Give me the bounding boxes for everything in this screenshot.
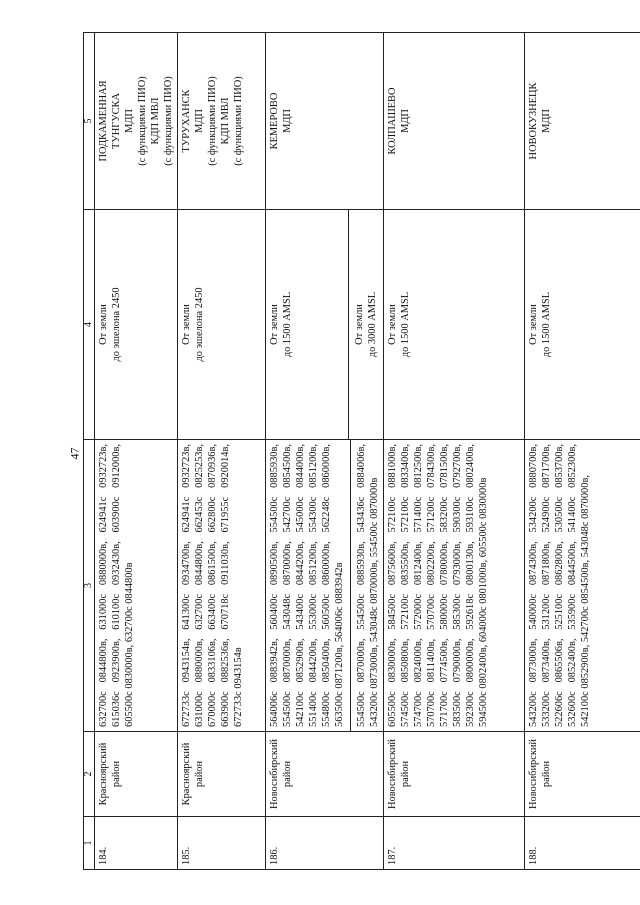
table-row (525, 33, 640, 870)
atc-unit-line: (с функциями ПИО) (207, 76, 218, 166)
header-cell-1: 1 (84, 817, 95, 870)
district-cell: Красноярский район (95, 732, 178, 817)
header-row (84, 33, 95, 870)
altitude-limits-cell (384, 210, 525, 440)
district-cell: Новосибирский район (266, 732, 384, 817)
row-number-cell: 188. (525, 817, 640, 870)
district-cell: Красноярский район (178, 732, 266, 817)
altitude-line: до эшелона 2450 (111, 287, 122, 362)
row-number-cell: 184. (95, 817, 178, 870)
atc-unit-cell (266, 33, 384, 210)
atc-unit-line: КЕМЕРОВО (269, 92, 280, 150)
atc-unit-line: ТУРУХАНСК (181, 89, 192, 153)
atc-unit-cell (95, 33, 178, 210)
altitude-limits-cell (525, 210, 640, 440)
coordinates-cell (178, 440, 266, 732)
coordinates-cell (95, 440, 178, 732)
atc-unit-line: ТУНГУСКА (111, 93, 122, 149)
atc-unit-line: (с функциями ПИО) (233, 76, 244, 166)
altitude-limits-cell (178, 210, 266, 440)
header-cell-3: 3 (84, 440, 95, 732)
row-number-cell: 187. (384, 817, 525, 870)
header-cell-4: 4 (84, 210, 95, 440)
altitude-limit (348, 210, 379, 439)
atc-unit-line: (с функциями ПИО) (163, 76, 174, 166)
table-row (384, 33, 525, 870)
table-rotator (83, 33, 640, 870)
altitude-line: От земли (528, 304, 539, 345)
atc-unit-line: (с функциями ПИО) (137, 76, 148, 166)
coordinate-list: 605500с 0830000в, 584500с 0875600в, 572100с 0881000в, 574500с 0850800в, 572100с 0835500в, 572100с 0833400в, 574700с 0824000в, 572000с 0812400в, 571400с 0812500в, 570700с 0811400в, 570700с 0802200в, 571200с 0784300в, 571700с 0774500в, 580000с 0780000в, 583200с 0781500в, 583500с 0790000в, 585300с 0793000в, 590300с 0792700в, 592300с 0800000в, 592618с 0800130в, 593100с 0802400в, 594500с 0802400в, 604000с 0801000в, 605500с 0830000в (387, 444, 489, 727)
page-number: 47 (67, 447, 82, 460)
atc-unit-line: МДП (282, 109, 293, 133)
atc-unit-cell (178, 33, 266, 210)
header-cell-2: 2 (84, 732, 95, 817)
altitude-line: до 3000 AMSL (367, 291, 378, 358)
altitude-line: От земли (269, 304, 280, 345)
coordinate-list: 554500с 0870000в, 554500с 0885930в, 543436с 0884006в, 543200с 0873000в, 543048с 0870000в, 554500с 0870000в (350, 440, 381, 731)
header-cell-5: 5 (84, 33, 95, 210)
altitude-line: От земли (181, 304, 192, 345)
coordinate-list: 543200с 0873000в, 540000с 0874300в, 534200с 0880700в, 533200с 0873400в, 531200с 0871800в, 524900с 0871700в, 522606с 0865506в, 525100с 0862800в, 530500с 0853700в, 532600с 0852400в, 535900с 0844500в, 541400с 0852300в, 542100с 0852900в, 542700с 0854500в, 543048с 0870000в, (528, 444, 591, 727)
altitude-limits-cell (266, 210, 384, 440)
coordinates-cell (266, 440, 384, 732)
atc-unit-line: МДП (194, 109, 205, 133)
coordinate-list: 632700с 0844800в, 631000с 0880000в, 624941с 0932723в, 615036с 0923900в, 610100с 0932430в, 603900с 0912000в, 605500с 0830000в, 632700с 0844800в (98, 444, 135, 727)
atc-unit-line: МДП (400, 109, 411, 133)
coordinate-list: 672733с 0943154в, 641300с 0934700в, 624941с 0932723в, 631000с 0880000в, 632700с 0844800в, 662453с 0825253в, 670000с 0833106в, 663400с 0861500в, 662800с 0870936в, 663900с 0882536в, 670718с 0911030в, 671955с 0920014в, 672733с 0943154в (181, 444, 244, 727)
coordinate-list: 564006с 0883942в, 560400с 0890500в, 554500с 0885930в, 554500с 0870000в, 543048с 0870000в, 542700с 0854500в, 542100с 0852900в, 543400с 0844200в, 545000с 0844000в, 551400с 0844200в, 553000с 0851200в, 554300с 0851200в, 554800с 0850400в, 560500с 0860000в, 562248с 0860000в, 563500с 0871200в, 564006с 0883942в (269, 444, 345, 727)
atc-unit-line: КДП МВЛ (220, 97, 231, 145)
airspace-table (83, 32, 640, 870)
rotated-page (83, 33, 640, 870)
altitude-limits-cell (95, 210, 178, 440)
coordinates-cell (384, 440, 525, 732)
district-cell: Новосибирский район (525, 732, 640, 817)
atc-unit-line: МДП (124, 109, 135, 133)
table-row (266, 33, 384, 870)
atc-unit-line: ПОДКАМЕННАЯ (98, 80, 109, 162)
atc-unit-line: КОЛПАШЕВО (387, 87, 398, 155)
atc-unit-line: КДП МВЛ (150, 97, 161, 145)
table-row (178, 33, 266, 870)
atc-unit-line: НОВОКУЗНЕЦК (528, 82, 539, 160)
altitude-line: до 1500 AMSL (282, 291, 293, 358)
altitude-limit (386, 214, 412, 435)
coordinates-cell (525, 440, 640, 732)
altitude-line: От земли (354, 304, 365, 345)
altitude-line: От земли (98, 304, 109, 345)
atc-unit-cell (384, 33, 525, 210)
altitude-line: до 1500 AMSL (541, 291, 552, 358)
altitude-limit (527, 214, 553, 435)
altitude-line: до 1500 AMSL (400, 291, 411, 358)
atc-unit-line: МДП (541, 109, 552, 133)
altitude-limit (268, 214, 294, 435)
row-number-cell: 186. (266, 817, 384, 870)
district-cell: Новосибирский район (384, 732, 525, 817)
atc-unit-cell (525, 33, 640, 210)
altitude-limit (180, 214, 206, 435)
table-row (95, 33, 178, 870)
altitude-line: до эшелона 2450 (194, 287, 205, 362)
altitude-limit (97, 214, 123, 435)
altitude-line: От земли (387, 304, 398, 345)
row-number-cell: 185. (178, 817, 266, 870)
